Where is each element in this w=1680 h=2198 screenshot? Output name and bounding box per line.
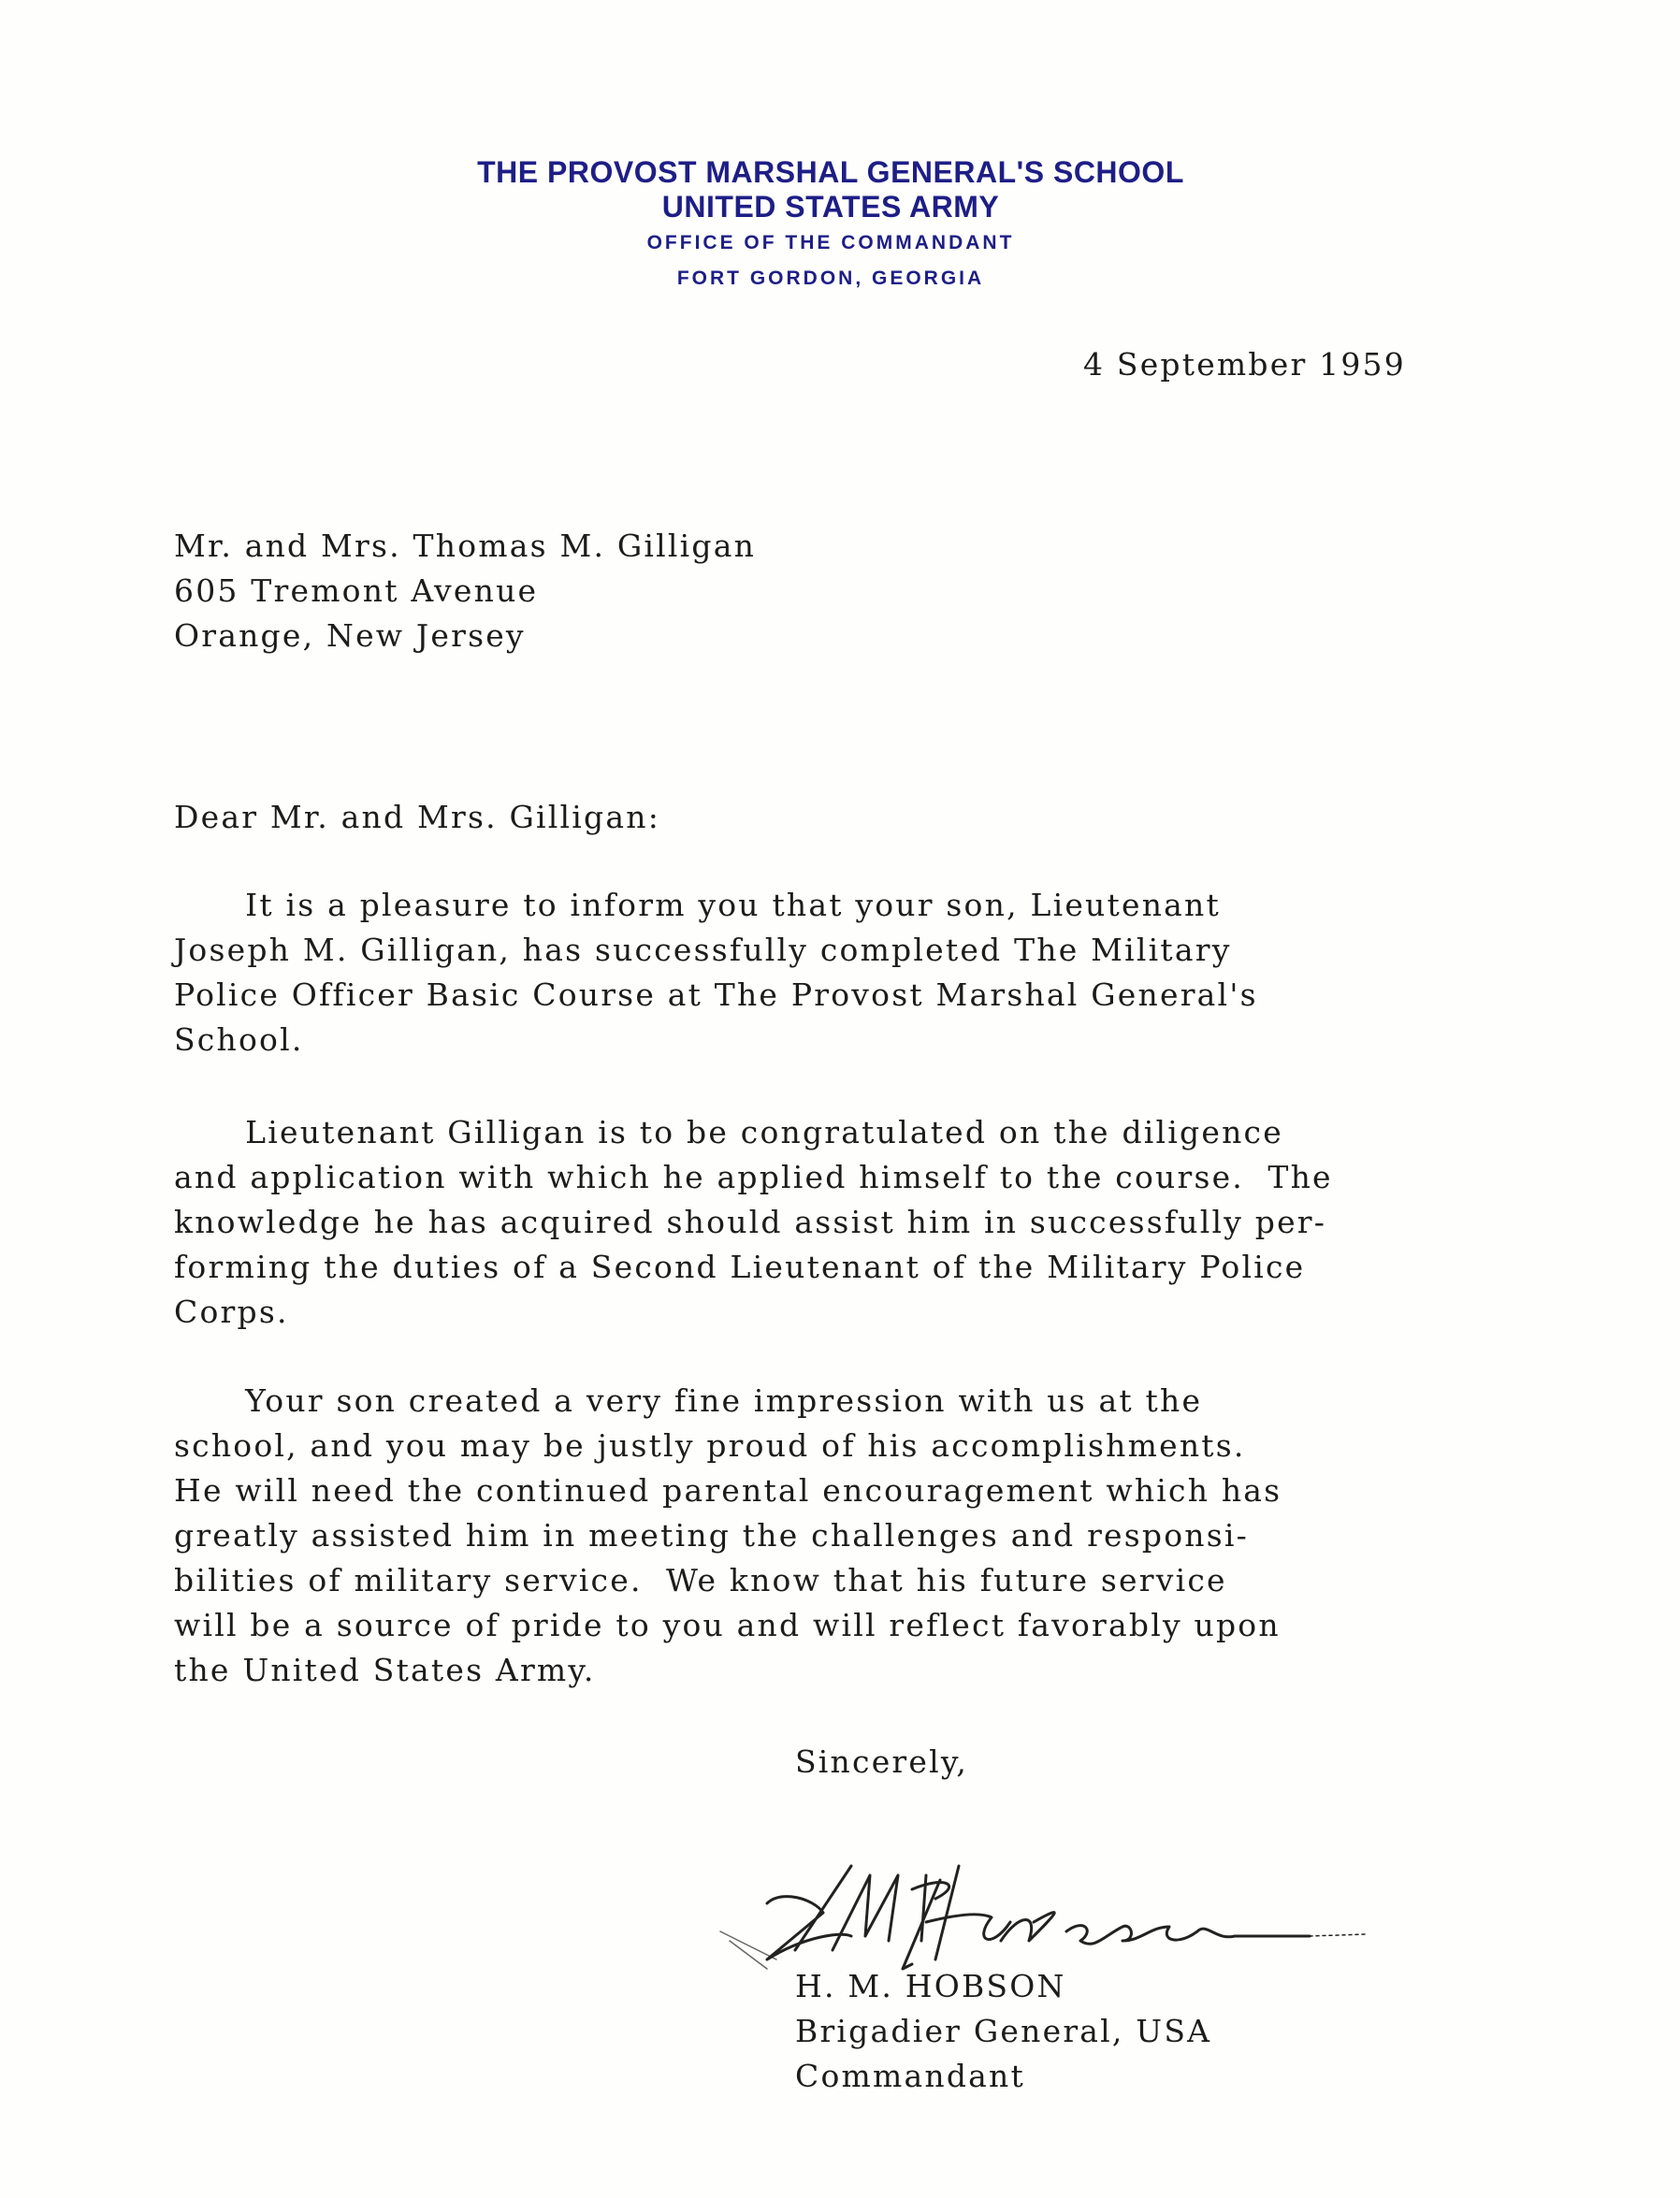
- paragraph-line: and application with which he applied himself to the course. The: [174, 1159, 1333, 1195]
- paragraph-3: [174, 1379, 1282, 1693]
- paragraph-line: Corps.: [174, 1294, 289, 1330]
- paragraph-line: greatly assisted him in meeting the challenges and responsi-: [174, 1517, 1249, 1554]
- paragraph-line: will be a source of pride to you and will reflect favorably upon: [174, 1607, 1281, 1643]
- paragraph-line: School.: [174, 1021, 304, 1058]
- paragraph-1: [174, 883, 1258, 1063]
- paragraph-line: Police Officer Basic Course at The Provost Marshal General's: [174, 976, 1258, 1013]
- letter-date: 4 September 1959: [1083, 346, 1406, 383]
- paragraph-line: He will need the continued parental encouragement which has: [174, 1472, 1282, 1509]
- paragraph-line: bilities of military service. We know that his future service: [174, 1562, 1227, 1598]
- paragraph-2: [174, 1110, 1333, 1335]
- address-line: Orange, New Jersey: [174, 617, 526, 654]
- paragraph-line: school, and you may be justly proud of his accomplishments.: [174, 1427, 1246, 1464]
- paragraph-line: forming the duties of a Second Lieutenant of the Military Police: [174, 1249, 1306, 1285]
- paragraph-line: Joseph M. Gilligan, has successfully completed The Military: [174, 932, 1232, 968]
- signer-title: Commandant: [795, 2058, 1025, 2094]
- paragraph-line: It is a pleasure to inform you that your son, Lieutenant: [174, 887, 1221, 923]
- address-line: Mr. and Mrs. Thomas M. Gilligan: [174, 528, 757, 564]
- signer-name: H. M. HOBSON: [795, 1968, 1066, 2004]
- signer-rank: Brigadier General, USA: [795, 2013, 1212, 2049]
- recipient-address: [174, 524, 756, 658]
- closing: Sincerely,: [795, 1743, 969, 1780]
- paragraph-line: Lieutenant Gilligan is to be congratulated on the diligence: [174, 1114, 1283, 1150]
- paragraph-line: the United States Army.: [174, 1652, 596, 1688]
- letterhead-location: FORT GORDON, GEORGIA: [676, 268, 985, 289]
- handwritten-signature: [711, 1847, 1422, 1978]
- address-line: 605 Tremont Avenue: [174, 572, 539, 609]
- paragraph-line: Your son created a very fine impression with us at the: [174, 1382, 1203, 1419]
- signature-block: [795, 1964, 1211, 2099]
- paragraph-line: knowledge he has acquired should assist him in successfully per-: [174, 1204, 1327, 1240]
- letterhead-office: OFFICE OF THE COMMANDANT: [646, 232, 1015, 253]
- letterhead-army: UNITED STATES ARMY: [661, 190, 1000, 224]
- letterhead-school-name: THE PROVOST MARSHAL GENERAL'S SCHOOL: [477, 155, 1184, 189]
- salutation: Dear Mr. and Mrs. Gilligan:: [174, 799, 661, 835]
